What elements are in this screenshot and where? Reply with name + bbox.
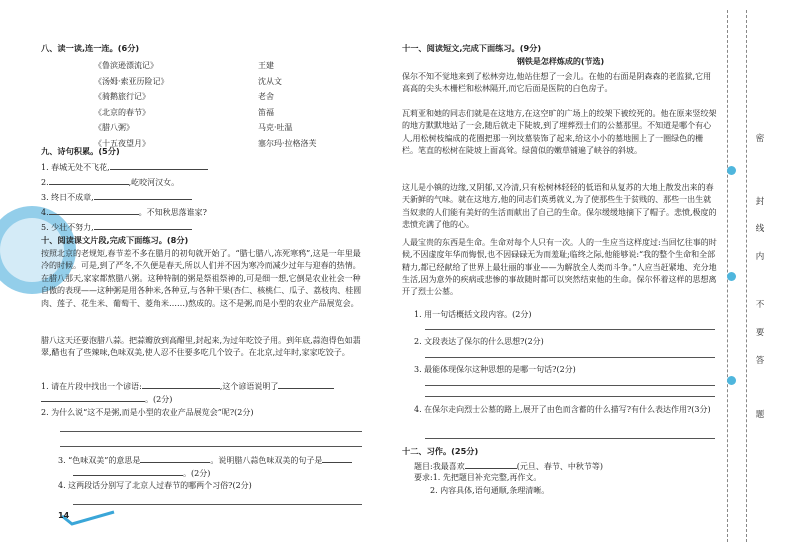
q9-item: 4. [41,208,49,217]
book-item[interactable]: 《汤姆·索亚历险记》 [94,76,169,86]
answer-line[interactable] [60,431,362,432]
answer-line[interactable] [425,357,715,358]
answer-blank[interactable] [49,206,139,215]
answer-line[interactable] [425,385,715,386]
binding-hole-icon [727,166,736,175]
q9-tail: 。不知秋思落谁家? [138,208,207,217]
q11-q4: 4. 在保尔走向烈士公墓的路上,展开了由色而含蓄的什么描写?有什么表达作用?(3分) [414,405,711,414]
answer-blank[interactable] [49,176,129,185]
book-item[interactable]: 《腊八粥》 [94,123,134,132]
q11-title: 十一、阅读短文,完成下面练习。(9分) [402,43,542,53]
author-item[interactable]: 王建 [258,61,274,70]
binding-char: 密 [755,134,765,144]
q10-q2: 2. 为什么说“这不是粥,而是小型的农业产品展览会”呢?(2分) [41,408,254,417]
q8-authors [258,58,317,151]
book-item[interactable]: 《鲁滨逊漂流记》 [94,61,158,70]
author-item[interactable]: 笛福 [258,107,274,117]
answer-line[interactable] [425,329,715,330]
article-title: 钢铁是怎样炼成的(节选) [516,57,605,66]
q9-item: 1. 春城无处不飞花, [41,163,110,172]
q10-q3: 3. “色味双美”的意思是 。说明腊八蒜色味双美的句子是 [58,454,352,467]
q12-requirement-2: 2. 内容具体,语句通顺,条理清晰。 [430,486,550,495]
article-paragraph-2: 瓦莉亚和她的同志们就是在这地方,在这空旷的广场上的绞架下被绞死的。他在原来竖绞架的地方默默地站了一会,随后就走下陡坡,到了埋葬烈士们的公墓那里。不知道是哪个有心人,用松树枝编成的花圈把那一列坟墓装饰了起来,给这小小的墓地围上了一圈绿色的栅栏。笔直的松树在陡坡上面高耸。绿茵似的嫩草铺遍了峡谷的斜坡。 [402,109,717,155]
dashed-line [746,10,747,542]
author-item[interactable]: 马克·吐温 [258,123,293,132]
answer-blank[interactable] [322,454,352,463]
book-item[interactable]: 《十五夜望月》 [94,138,150,148]
answer-line[interactable] [425,438,715,439]
answer-blank[interactable] [94,191,192,200]
q10-paragraph-2: 腊八这天还要泡腊八蒜。把蒜瓣放到高醋里,封起来,为过年吃饺子用。到年底,蒜泡得色如翡翠,醋也有了些辣味,色味双美,使人忍不住要多吃几个饺子。在北京,过年时,家家吃饺子。 [41,336,361,358]
binding-char: 不 [755,300,765,310]
article-paragraph-4: 人最宝贵的东西是生命。生命对每个人只有一次。人的一生应当这样度过:当回忆往事的时候,不因虚度年华而悔恨,也不因碌碌无为而羞耻;临终之际,他能够说:“我的整个生命和全部精力,都已经献给了世界上最壮丽的事业——为解放全人类而斗争。”人应当赶紧地、充分地生活,因为意外的疾病或悲惨的事故随时都可以突然结束他的生命。保尔怀着这样的思想离开了烈士公墓。 [402,238,717,297]
answer-blank[interactable] [110,161,208,170]
binding-hole-icon [727,272,736,281]
q8-books [94,58,169,151]
page-number: 14 [58,511,70,520]
answer-blank[interactable] [465,460,517,469]
author-item[interactable]: 沈从文 [258,76,282,86]
binding-char: 内 [755,252,765,262]
answer-blank[interactable] [140,454,210,463]
q10-title: 十、阅读课文片段,完成下面练习。(8分) [41,235,189,245]
q9-title: 九、诗句积累。(5分) [41,146,120,156]
q10-q1-score: 。(2分) [41,393,172,406]
answer-blank[interactable] [142,380,220,389]
answer-line[interactable] [425,396,715,397]
answer-line[interactable] [73,504,362,505]
binding-char: 题 [755,410,765,420]
book-item[interactable]: 《骑鹅旅行记》 [94,92,150,101]
q8-title: 八、读一读,连一连。(6分) [41,43,140,53]
q9-tail: ,屹咬河汉女。 [128,178,180,187]
q12-topic: 题目:我最喜欢 (元旦、春节、中秋节等) [414,462,603,471]
q12-title: 十二、习作。(25分) [402,446,479,456]
q11-q1: 1. 用一句话概括文段内容。(2分) [414,310,532,319]
binding-char: 线 [755,224,765,234]
q10-paragraph-1: 按照北京的老规矩,春节差不多在腊月的初旬就开始了。“腊七腊八,冻死寒鸦”,这是一年里最冷的时候。可是,到了严冬,不久便是春天,所以人们并不因为寒冷而减少过年与迎春的热情。在腊八那天,家家都熬腊八粥。这种特制的粥是祭祖祭神的,可是细一想,它倒是农业社会一种自傲的表现——这种粥是用各种米,各种豆,与各种干果(杏仁、核桃仁、瓜子、荔枝肉、桂圆肉、莲子、花生米、葡萄干、菱角米……)熬成的。这不是粥,而是小型的农业产品展览会。 [41,249,362,308]
answer-blank[interactable] [278,380,334,389]
q10-q4: 4. 这两段话分别写了北京人过春节的哪两个习俗?(2分) [58,481,252,490]
q10-q1: 1. 请在片段中找出一个谚语: ,这个谚语说明了 [41,380,334,393]
answer-blank[interactable] [94,221,192,230]
answer-blank[interactable] [41,393,145,402]
q11-q3: 3. 最能体现保尔这种思想的是哪一句话?(2分) [414,365,576,374]
q12-requirement-1: 要求:1. 先把题目补充完整,再作文。 [414,473,542,482]
binding-hole-icon [727,376,736,385]
author-item[interactable]: 老舍 [258,92,274,101]
binding-char: 答 [755,356,765,366]
binding-char: 封 [755,197,765,207]
q11-q2: 2. 文段表达了保尔的什么思想?(2分) [414,337,544,346]
answer-blank[interactable] [73,467,183,476]
article-paragraph-3: 这儿是小镇的边缘,又阴郁,又冷清,只有松树林轻轻的低语和从复苏的大地上散发出来的春天新鲜的气味。就在这地方,他的同志们英勇就义,为了使那些生于贫贱的、那些一出生就当奴隶的人们能有美好的生活而献出了自己的生命。保尔缓缓地摘下了帽子。悲愤,极度的悲愤充满了他的心。 [402,183,717,229]
q10-q3-score: 。(2分) [73,467,210,480]
q9-items [41,160,208,235]
book-item[interactable]: 《北京的春节》 [94,107,150,117]
q9-item: 5. 少壮不努力, [41,223,94,232]
article-paragraph-1: 保尔不知不觉地来到了松林旁边,他站住想了一会儿。在他的右面是阴森森的老监狱,它用高高的尖头木栅栏和松林隔开,而它后面是医院的白色房子。 [402,72,712,94]
binding-char: 要 [755,328,765,338]
q9-item: 2. [41,178,49,187]
answer-line[interactable] [60,446,362,447]
page-number-badge [60,510,116,526]
q9-item: 3. 终日不成章, [41,193,94,202]
author-item[interactable]: 塞尔玛·拉格洛芙 [258,138,317,148]
